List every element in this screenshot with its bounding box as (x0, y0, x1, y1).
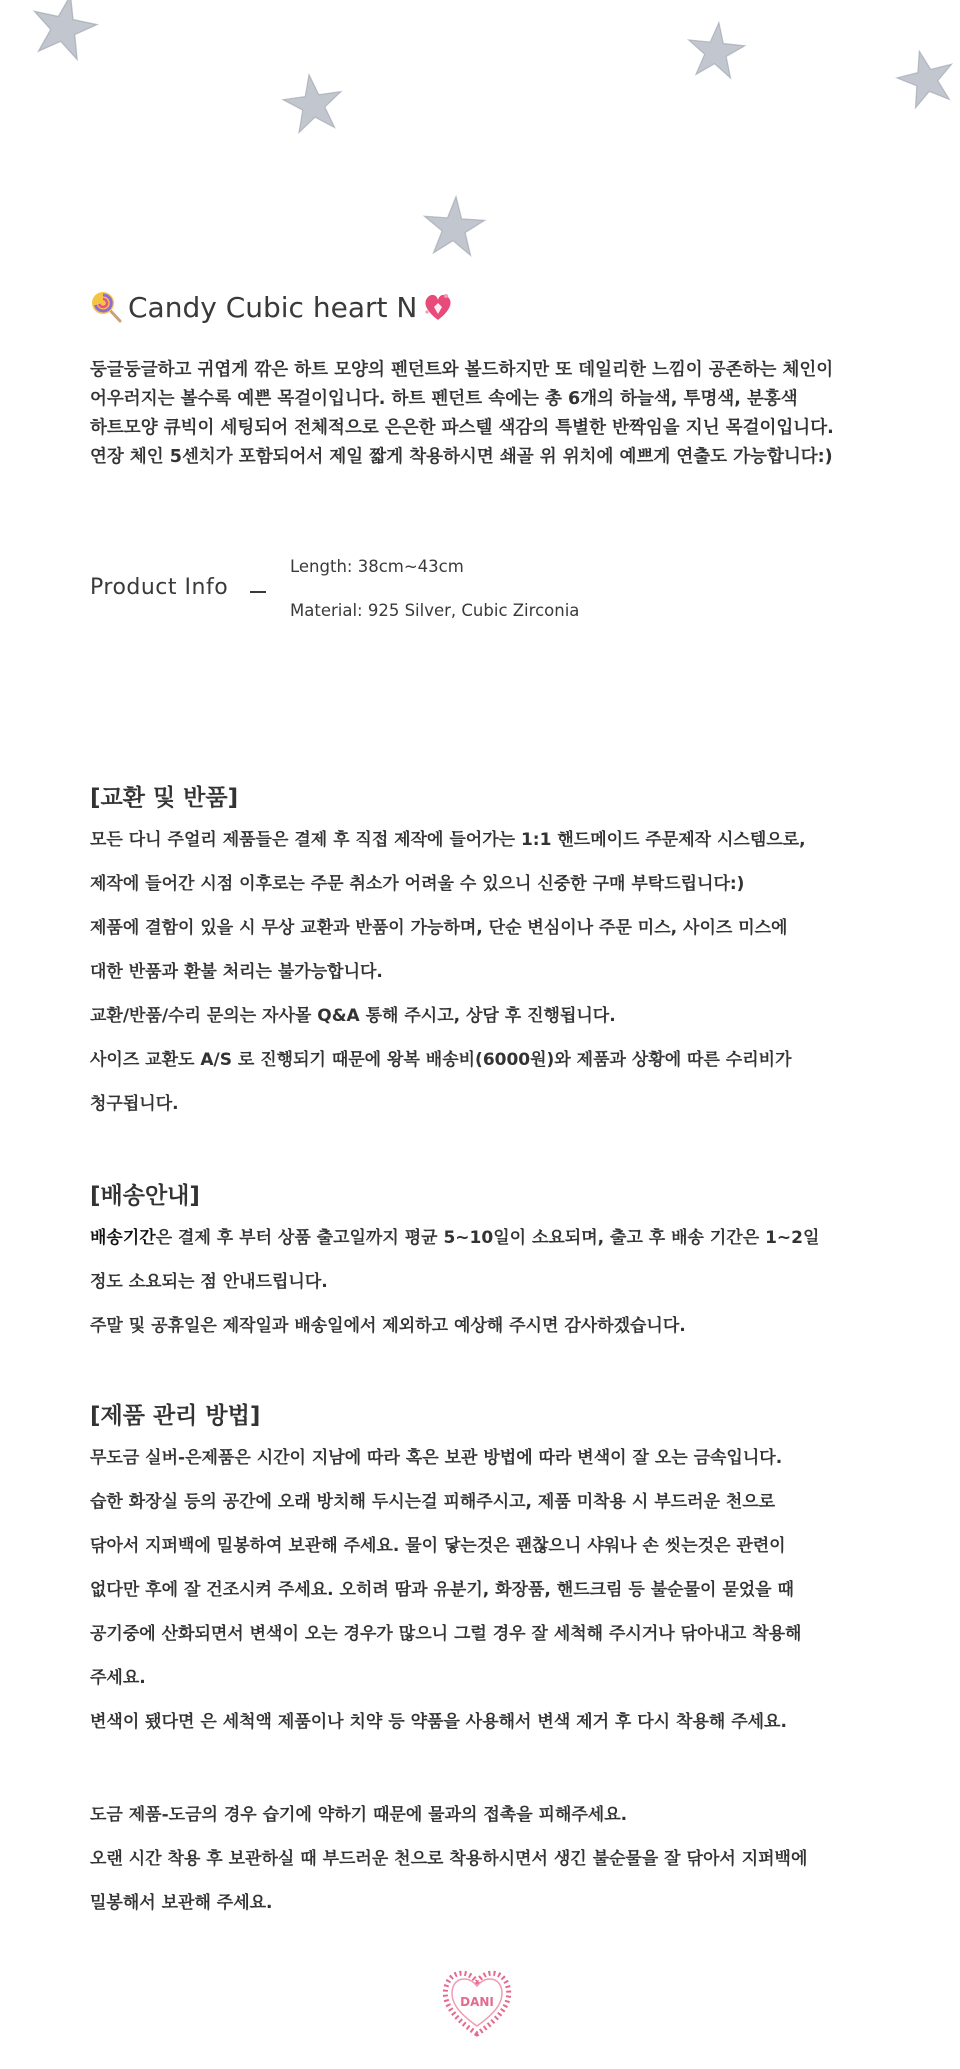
title-text: Candy Cubic heart N (128, 290, 418, 324)
intro-line: 하트모양 큐빅이 세팅되어 전체적으로 은은한 파스텔 색감의 특별한 반짝임을 지닌 목걸이입니다. (90, 418, 834, 438)
shipping-heading: [배송안내] (90, 1183, 200, 1209)
shipping-line (90, 1216, 910, 1260)
star-icon (278, 68, 348, 138)
product-material: Material: 925 Silver, Cubic Zirconia (290, 601, 580, 620)
care-line: 주세요. (90, 1668, 146, 1688)
exchange-line: 모든 다니 주얼리 제품들은 결제 후 직접 제작에 들어가는 1:1 핸드메이드 주문제작 시스템으로, (90, 830, 806, 850)
care-line: 변색이 됐다면 은 세척액 제품이나 치약 등 약품을 사용해서 변색 제거 후 다시 착용해 주세요. (90, 1712, 787, 1732)
shipping-line: 주말 및 공휴일은 제작일과 배송일에서 제외하고 예상해 주시면 감사하겠습니다. (90, 1316, 686, 1336)
plating-section (90, 1793, 910, 1925)
plating-line: 도금 제품-도금의 경우 습기에 약하기 때문에 물과의 접촉을 피해주세요. (90, 1805, 628, 1825)
product-info (90, 555, 910, 635)
exchange-section (90, 778, 910, 1126)
exchange-line: 대한 반품과 환불 처리는 불가능합니다. (90, 962, 383, 982)
product-length: Length: 38cm~43cm (290, 557, 464, 576)
product-info-label: Product Info (90, 575, 229, 600)
intro-line: 어우러지는 볼수록 예쁜 목걸이입니다. 하트 펜던트 속에는 총 6개의 하늘색, 투명색, 분홍색 (90, 389, 798, 409)
star-icon (24, 0, 105, 66)
page-title (90, 290, 455, 324)
care-heading: [제품 관리 방법] (90, 1403, 261, 1429)
decorative-stars (0, 0, 960, 280)
exchange-line: 교환/반품/수리 문의는 자사몰 Q&A 통해 주시고, 상담 후 진행됩니다. (90, 1006, 616, 1026)
star-icon (420, 192, 488, 260)
lollipop-icon (90, 290, 124, 324)
product-info-dash (250, 591, 266, 593)
exchange-line: 청구됩니다. (90, 1094, 179, 1114)
intro-line: 연장 체인 5센치가 포함되어서 제일 짧게 착용하시면 쇄골 위 위치에 예쁘게 연출도 가능합니다:) (90, 447, 833, 467)
exchange-line: 제작에 들어간 시점 이후로는 주문 취소가 어려울 수 있으니 신중한 구매 부탁드립니다:) (90, 874, 745, 894)
star-icon (683, 17, 749, 83)
heart-logo-icon (437, 1960, 517, 2040)
care-line: 무도금 실버-은제품은 시간이 지남에 따라 혹은 보관 방법에 따라 변색이 잘 오는 금속입니다. (90, 1448, 783, 1468)
exchange-line: 제품에 결함이 있을 시 무상 교환과 반품이 가능하며, 단순 변심이나 주문 미스, 사이즈 미스에 (90, 918, 788, 938)
plating-line: 밀봉해서 보관해 주세요. (90, 1893, 273, 1913)
care-section (90, 1396, 910, 1744)
care-line: 없다만 후에 잘 건조시켜 주세요. 오히려 땀과 유분기, 화장품, 핸드크림 등 불순물이 묻었을 때 (90, 1580, 794, 1600)
shipping-line: 정도 소요되는 점 안내드립니다. (90, 1272, 328, 1292)
star-icon (890, 42, 960, 115)
care-line: 닦아서 지퍼백에 밀봉하여 보관해 주세요. 물이 닿는것은 괜찮으니 샤워나 손 씻는것은 관련이 (90, 1536, 786, 1556)
shipping-section (90, 1176, 910, 1348)
shipping-lead: 배송기간 (90, 1228, 156, 1248)
care-line: 공기중에 산화되면서 변색이 오는 경우가 많으니 그럴 경우 잘 세척해 주시거나 닦아내고 착용해 (90, 1624, 802, 1644)
intro-line: 둥글둥글하고 귀엽게 깎은 하트 모양의 펜던트와 볼드하지만 또 데일리한 느낌이 공존하는 체인이 (90, 360, 834, 380)
plating-line: 오랜 시간 착용 후 보관하실 때 부드러운 천으로 착용하시면서 생긴 불순물을 잘 닦아서 지퍼백에 (90, 1849, 808, 1869)
exchange-line: 사이즈 교환도 A/S 로 진행되기 때문에 왕복 배송비(6000원)와 제품과 상황에 따른 수리비가 (90, 1050, 792, 1070)
heart-icon (421, 290, 455, 324)
care-line: 습한 화장실 등의 공간에 오래 방치해 두시는걸 피해주시고, 제품 미착용 시 부드러운 천으로 (90, 1492, 776, 1512)
exchange-heading: [교환 및 반품] (90, 785, 239, 811)
shipping-line-rest: 은 결제 후 부터 상품 출고일까지 평균 5~10일이 소요되며, 출고 후 배송 기간은 1~2일 (155, 1228, 820, 1248)
logo-text: DANI (460, 1995, 494, 2009)
intro-paragraph (90, 356, 910, 472)
